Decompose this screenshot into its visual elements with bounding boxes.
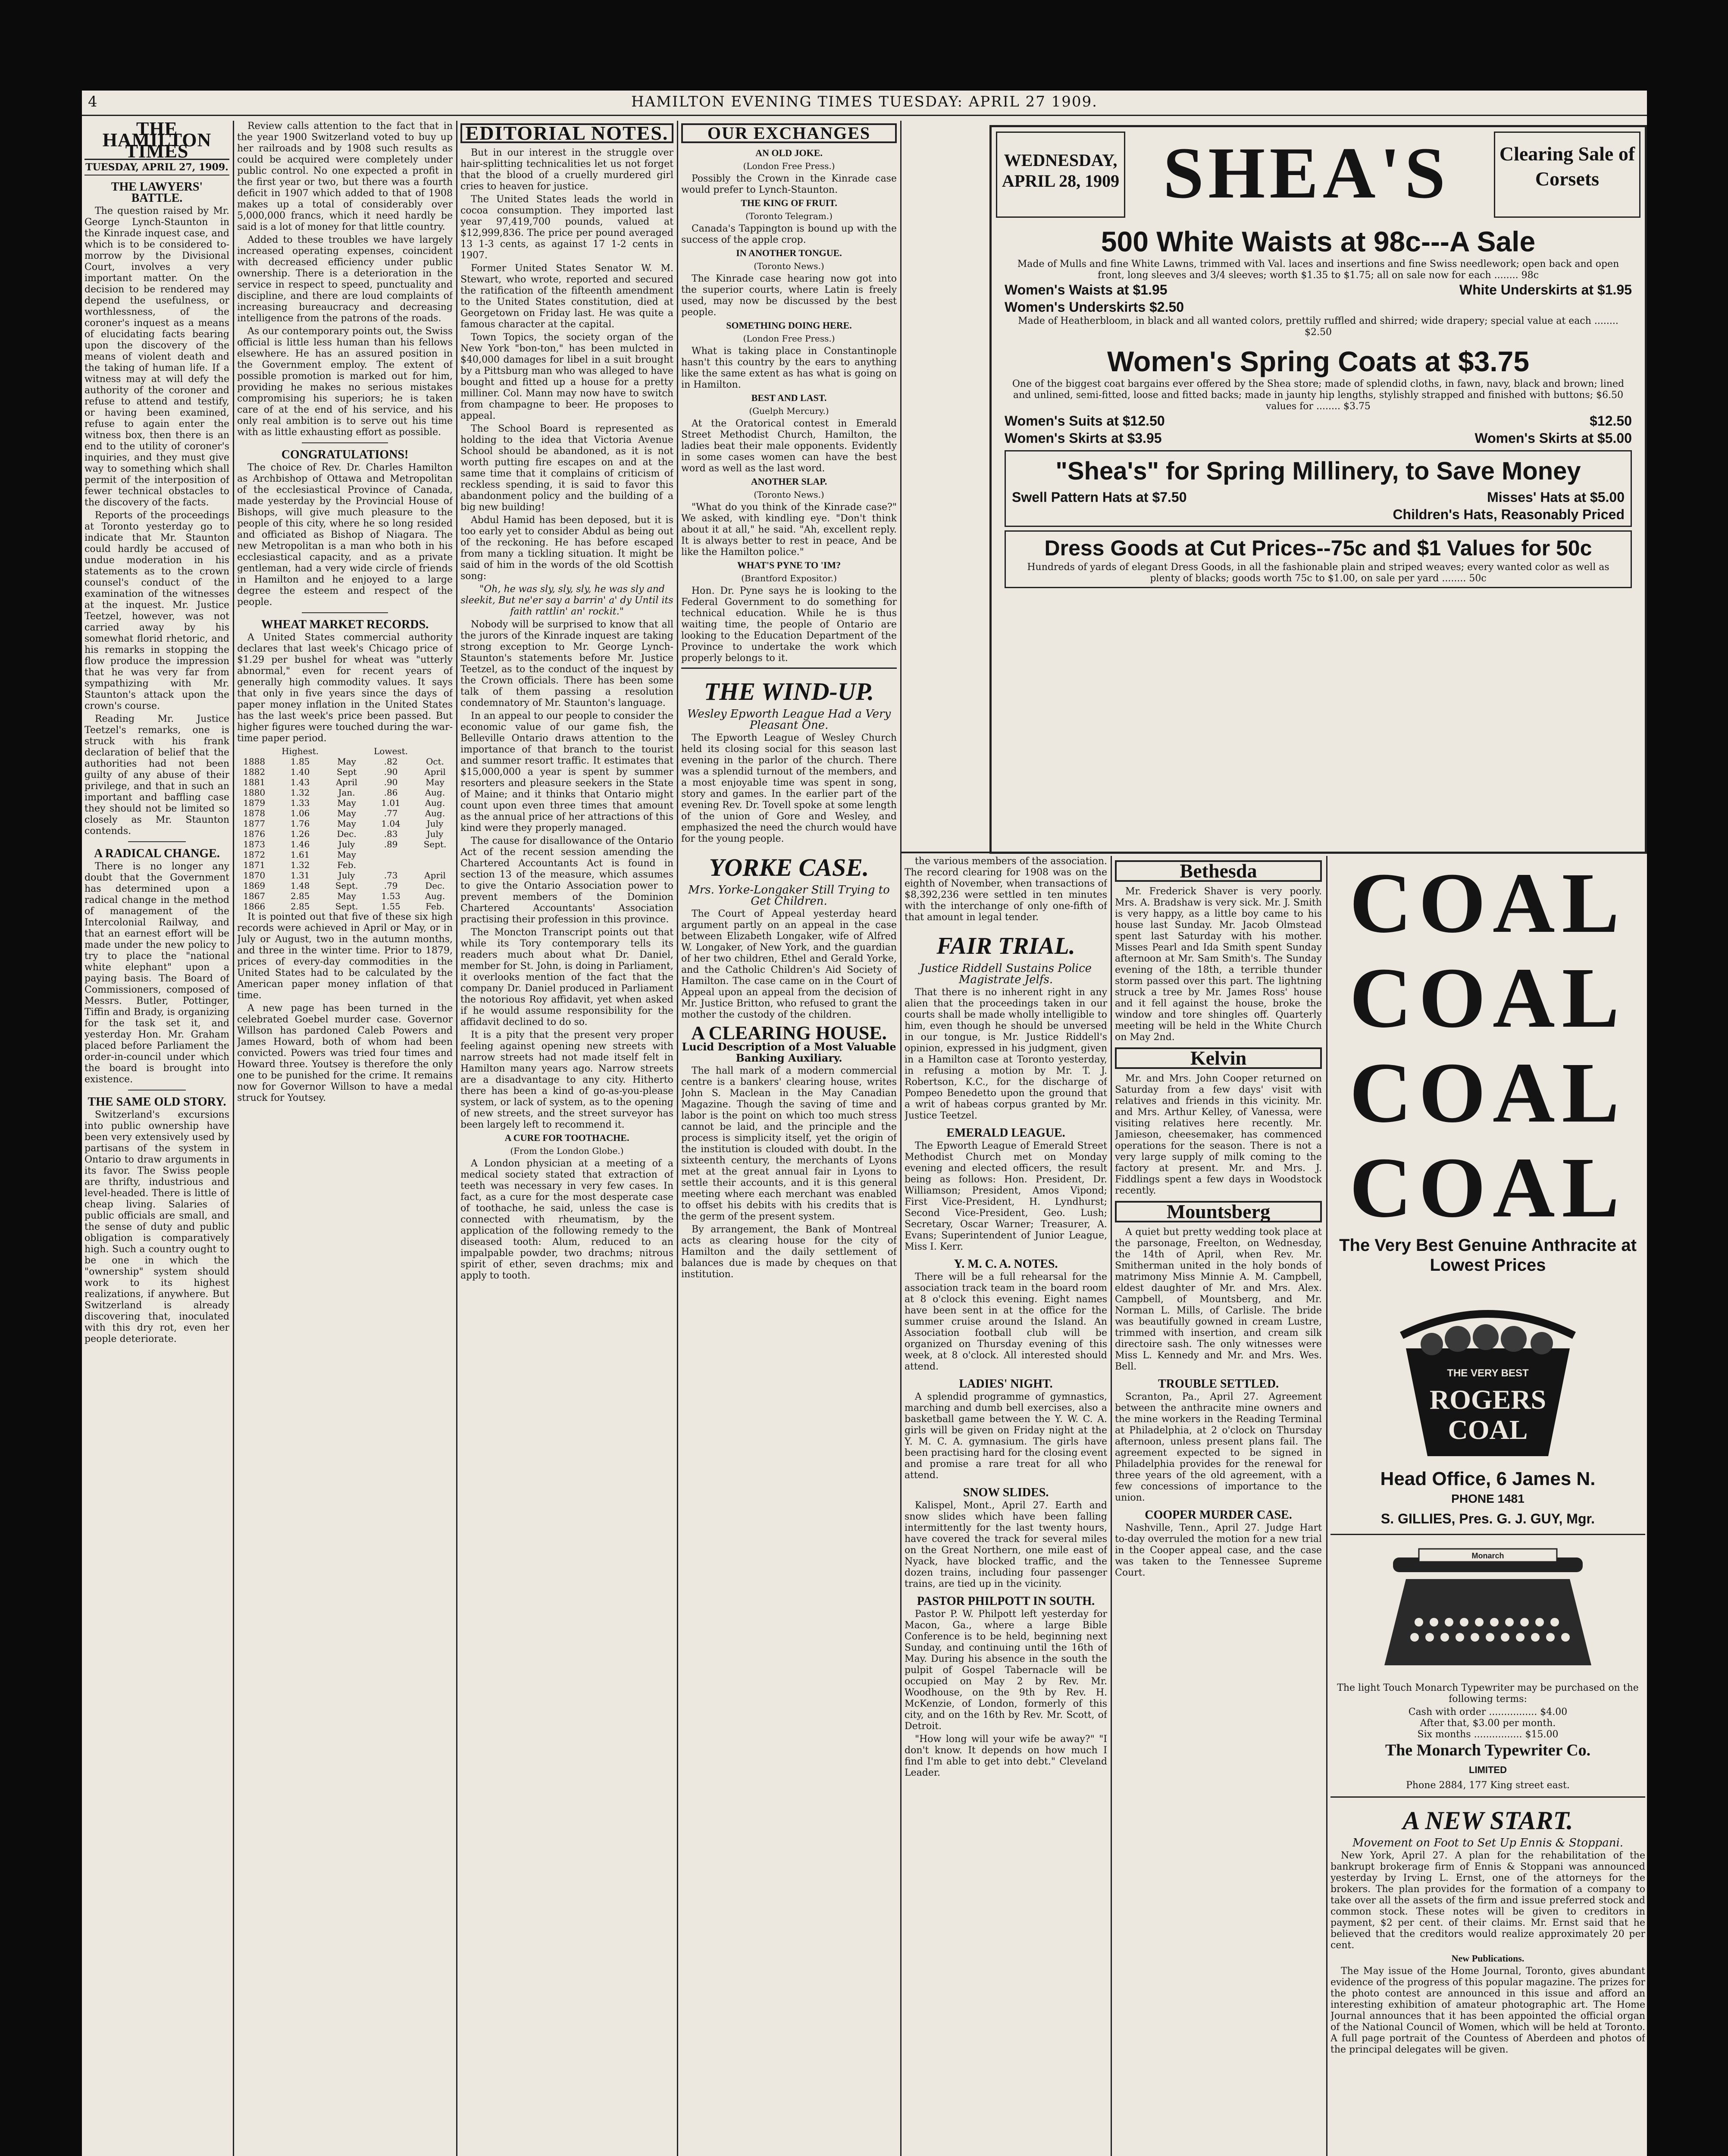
article-text: the various members of the association. The record clearing for 1908 was on the eighth of November, when transactions of $8,392,236 were settled in ten minutes with the interchange of only one-fifth of that amount in legal tender. [905,856,1107,923]
editorial-notes-heading: EDITORIAL NOTES. [460,123,673,143]
column-rule [677,121,678,2156]
table-cell: 1.33 [290,798,310,808]
phone-number: PHONE 1481 [1451,1492,1525,1505]
table-cell: 2.85 [290,901,310,912]
typewriter-label: Monarch [1471,1551,1504,1560]
table-cell [417,849,453,860]
ad-price-item: Women's Waists at $1.95 [1005,282,1168,298]
table-cell: 1.48 [290,881,310,891]
table-cell [364,860,417,870]
table-row [237,829,453,839]
headline-clearing-house: A CLEARING HOUSE. [691,1022,887,1044]
typewriter-text: The light Touch Monarch Typewriter may be purchased on the following terms: [1337,1683,1639,1705]
coal-tagline: The Very Best Genuine Anthracite at Lowest Prices [1339,1236,1637,1275]
table-cell: 2.85 [290,891,310,901]
table-cell: July [338,839,355,849]
article-text: It is pointed out that five of these six high records were achieved in April or May, or in July or August, two in the autumn months, and three in the winter time. Prior to 1879, prices of every-day commodities in the United States had to be calculated by the American paper money inflation of that time. [237,912,453,1001]
table-cell: July [426,829,444,839]
table-cell: 1878 [243,808,266,818]
article-text: By arrangement, the Bank of Montreal acts as clearing house for the city of Hamilton and the daily settlement of balances due is made by cheques on that institution. [681,1224,897,1280]
column-rule [900,121,902,2156]
basket-brand: ROGERS [1429,1384,1546,1415]
headline-trouble-settled: TROUBLE SETTLED. [1158,1377,1279,1391]
table-cell: 1.31 [290,870,310,881]
divider [302,442,388,443]
article-text: It is a pity that the present very proper feeling against opening new streets with narrow streets had not made itself felt in Hamilton many years ago. Narrow streets are a disadvantage to any city. Hitherto there has been a kind of go-as-you-please system, or lack of system, as to the opening of new streets, and the street surveyor has been largely left to recommend it. [460,1030,673,1130]
article-text: Reading Mr. Justice Teetzel's remarks, one is struck with his frank declaration of belief that the authorities had not been guilty of any abuse of their privilege, and that in such an important and baffling case they should not be limited so closely as Mr. Staunton contends. [85,714,229,837]
verse: "Oh, he was sly, sly, sly, he was sly and sleekit, But ne'er say a barrin' a' dy Until its faith rattlin' an' rockit." [460,584,673,617]
folio-title: HAMILTON EVENING TIMES TUESDAY: APRIL 27 1909. [631,93,1098,110]
table-cell: April [424,870,446,881]
exchange-headline: AN OLD JOKE. [755,147,823,158]
source-credit: (Brantford Expositor.) [741,573,837,583]
article-text: The cause for disallowance of the Ontario Act of the recent session amending the Chartered Accountants Act is found in section 13 of the measure, which assumes to give the Ontario Association power to prevent members of the Dominion Chartered Accountants' Association practising their profession in this province. [460,836,673,925]
ad-text: Made of Heatherbloom, in black and all wanted colors, prettily ruffled and shirred; wide drapery; special value at each ........ $2.50 [1018,316,1618,338]
store-name: SHEA'S [1163,132,1450,213]
article-text: A splendid programme of gymnastics, marching and dumb bell exercises, also a basketball game between the Y. W. C. A. girls will be given on Friday night at the Y. M. C. A. gymnasium. The girls have been practising hard for the closing event and promise a rare treat for all who attend. [905,1391,1107,1481]
table-cell: Feb. [426,901,445,912]
article-text: Reports of the proceedings at Toronto yesterday go to indicate that Mr. Staunton could hardly be accused of undue moderation in his statements as to the crown counsel's conduct of the examination of the witnesses at the inquest. Mr. Justice Teetzel, however, was not carried away by his somewhat florid rhetoric, and his remarks in stopping the flow produce the impression that he was very far from sympathizing with Mr. Staunton's attack upon the crown's course. [85,510,229,711]
table-cell: 1888 [243,756,266,767]
wheat-price-table [237,746,453,912]
table-cell: 1873 [243,839,266,849]
headline-congratulations: CONGRATULATIONS! [281,448,409,461]
table-cell: 1876 [243,829,266,839]
exchange-headline: SOMETHING DOING HERE. [726,320,852,331]
exchange-headline: ANOTHER SLAP. [751,476,827,487]
table-cell: 1.85 [290,756,310,767]
table-cell: 1.46 [290,839,310,849]
table-cell: 1869 [243,881,266,891]
headline-wheat-market: WHEAT MARKET RECORDS. [261,618,429,631]
column-rule [1326,856,1327,2156]
table-cell: Sept [336,767,357,777]
article-text: Kalispel, Mont., April 27. Earth and snow slides which have been falling intermittently for the last twenty hours, have covered the track for several miles on the Great Northern, one mile east of Nyack, have blocked traffic, and the dozen trains, including four passenger trains, are tied up in the vicinity. [905,1500,1107,1589]
article-text: Abdul Hamid has been deposed, but it is too early yet to consider Abdul as being out of the reckoning. He has before escaped from many a tickling situation. It might be said of him in the words of the old Scottish song: [460,515,673,582]
table-cell: 1.61 [290,849,310,860]
article-text: At the Oratorical contest in Emerald Street Methodist Church, Hamilton, the ladies beat their male opponents. Evidently in some cases women can have the best word as well as the last word. [681,418,897,474]
divider [681,667,897,669]
basket-tagline: THE VERY BEST [1447,1367,1529,1379]
table-cell: Oct. [426,756,444,767]
ad-price-item: Women's Underskirts $2.50 [1005,299,1184,315]
headline-new-start: A NEW START. [1402,1806,1573,1835]
table-cell: .73 [384,870,398,881]
table-cell: 1.40 [290,767,310,777]
corset-sale-box: Clearing Sale of Corsets [1494,132,1640,218]
table-cell: Jan. [338,787,355,798]
table-row [237,808,453,818]
ad-text: Made of Mulls and fine White Lawns, trimmed with Val. laces and insertions and fine Swiss needlework; open back and open front, long sleeves and 3/4 sleeves; worth $1.35 to $1.75; all on sale now for each ........ 98c [1017,259,1619,281]
ad-text: One of the biggest coat bargains ever offered by the Shea store; made of splendid cloths, in fawn, navy, black and brown; lined and unlined, semi-fitted, loose and fitted backs; made in jaunty hip lengths, stylishly strapped and finished with buttons; $6.50 values for ........ $3.75 [1012,379,1625,412]
ad-price-item: Misses' Hats at $5.00 [1487,489,1625,505]
subheadline: Movement on Foot to Set Up Ennis & Stoppani. [1352,1836,1624,1849]
table-header [237,746,271,756]
source-credit: (London Free Press.) [743,161,835,171]
column-rule [233,121,234,2156]
table-cell: May [337,891,356,901]
article-text: The Moncton Transcript points out that while its Tory contemporary tells its readers much about what Dr. Daniel, member for St. John, is doing in Parliament, it overlooks mention of the fact that the company Dr. Daniel produced in Parliament the notorious Roy affidavit, yet when asked if he would assume responsibility for the affidavit declined to do so. [460,927,673,1028]
article-text: Nobody will be surprised to know that all the jurors of the Kinrade inquest are taking strong exception to Mr. George Lynch-Staunton's statements before Mr. Justice Teetzel, as to the conduct of the inquest by the Crown officials. There has been some talk of them passing a resolution condemnatory of Mr. Staunton's language. [460,619,673,708]
typewriter-term: Cash with order ................ $4.00 [1408,1707,1568,1717]
table-cell: May [426,777,445,787]
article-text: "How long will your wife be away?" "I don't know. It depends on how much I find I'm able to get into debt." Cleveland Leader. [905,1734,1107,1778]
section-divider [900,852,1647,853]
table-row [237,756,453,767]
ad-price-row [1012,489,1625,506]
article-text: There will be a full rehearsal for the association track team in the board room at 8 o'clock this evening. Eight names have been sent in at the office for the summer cruise around the Island. An Association football club will be organized on Thursday evening of this week, at 8 o'clock. All interested should attend. [905,1272,1107,1372]
article-text: Mr. Frederick Shaver is very poorly. Mrs. A. Bradshaw is very sick. Mr. J. Smith is very happy, as a little boy came to his house last Sunday. Mr. Jacob Olmstead spent last Saturday with his mother. Misses Pearl and Ida Smith spent Sunday afternoon at Mr. Sam Smith's. The Sunday evening of the 18th, a terrible thunder storm passed over this part. The lightning struck a tree by Mr. James Ross' house and it fell against the house, broke the window and tore shingles off. Quarterly meeting will be held in the White Church on May 2nd. [1115,886,1322,1043]
table-cell: Dec. [337,829,357,839]
table-cell: 1879 [243,798,266,808]
article-text: The hall mark of a modern commercial centre is a bankers' clearing house, writes John S. Maclean in the May Canadian Magazine. Though the saving of time and labor is the point on which too much stress cannot be laid, and the principle and the process is simplicity itself, yet the origin of the institution is clouded with doubt. In the sixteenth century, the merchants of Lyons met at the great annual fair in Lyons to settle their accounts, and it is this general meeting where each merchant was enabled to offset his debits with his credits that is the germ of the present system. [681,1065,897,1222]
table-cell: May [337,849,356,860]
table-cell: Dec. [425,881,445,891]
table-cell: 1.06 [290,808,310,818]
table-cell: Aug. [425,787,445,798]
table-row [237,849,453,860]
table-cell: 1.76 [290,818,310,829]
table-cell: 1877 [243,818,266,829]
typewriter-limited: LIMITED [1469,1764,1507,1775]
sale-date-box [996,132,1125,218]
exchange-headline: THE KING OF FRUIT. [741,197,837,208]
table-cell: 1.32 [290,860,310,870]
ad-price-item: Swell Pattern Hats at $7.50 [1012,489,1187,505]
table-header [417,746,453,756]
table-cell: 1871 [243,860,266,870]
table-cell: 1.01 [381,798,401,808]
article-text: But in our interest in the struggle over hair-splitting technicalities let us not forget that the blood of a cruelly murdered girl cries to heaven for justice. [460,147,673,192]
ad-price-item: White Underskirts at $1.95 [1459,282,1632,298]
article-text: "What do you think of the Kinrade case?" We asked, with kindling eye. "Don't think about it at all," he said. "Ah, excellent reply. It is always better to rest in peace, And be like the Hamilton police." [681,502,897,558]
article-text: Former United States Senator W. M. Stewart, who wrote, reported and secured the ratification of the fifteenth amendment to the United States constitution, died at Georgetown on Friday last. He was quite a famous character at the capital. [460,263,673,330]
article-text: The Epworth League of Emerald Street Methodist Church met on Monday evening and elected officers, the result being as follows: Hon. President, Dr. Williamson; President, Amos Vipond; First Vice-President, H. Lyndhurst; Second Vice-President, Geo. Lush; Secretary, Oscar Warner; Treasurer, A. Evans; Superintendent of Junior League, Miss I. Kerr. [905,1141,1107,1252]
typewriter-icon [1367,1540,1609,1678]
headline-same-old-story: THE SAME OLD STORY. [88,1095,226,1109]
table-row [237,839,453,849]
table-cell: July [338,870,355,881]
headline-radical-change: A RADICAL CHANGE. [94,847,220,860]
divider [128,1090,186,1091]
article-text: Review calls attention to the fact that in the year 1900 Switzerland voted to buy up her railroads and by 1908 such results as could be acquired were completely under public control. No one expected a profit in the first year or two, but there was a fourth deficit in 1907 which added to that of 1908 makes up a total of considerably over 5,000,000 francs, which it need hardly be said is a lot of money for that little country. [237,121,453,232]
table-cell: Sept. [423,839,447,849]
headline-fair-trial: FAIR TRIAL. [936,933,1075,959]
heading-bethesda: Bethesda [1115,860,1322,882]
table-cell: 1.55 [381,901,401,912]
typewriter-term: After that, $3.00 per month. [1420,1718,1556,1729]
coal-word: COAL [1349,856,1626,951]
ad-price-item: Women's Skirts at $5.00 [1474,430,1632,446]
column-7 [1330,856,1645,2156]
source-credit: (Toronto News.) [754,489,824,500]
table-cell: April [424,767,446,777]
ad-body [1005,224,1632,847]
table-cell: 1880 [243,787,266,798]
newspaper-page [82,91,1647,2156]
table-cell [364,849,417,860]
subheadline: Mrs. Yorke-Longaker Still Trying to Get Children. [688,884,890,908]
sale-date: APRIL 28, 1909 [1002,171,1120,191]
table-header-row [237,746,453,756]
article-text: The May issue of the Home Journal, Toronto, gives abundant evidence of the progress of this popular magazine. The prizes for the photo contest are announced in this issue and afford an interesting exhibition of amateur photographic art. The Home Journal announces that it has been appointed the official organ of the National Council of Women, which will be held at Toronto. A full page portrait of the Countess of Aberdeen and photos of the principal delegates will be given. [1330,1966,1645,2055]
headline-lawyers-battle: THE LAWYERS' BATTLE. [111,180,203,205]
article-text: A new page has been turned in the celebrated Goebel murder case. Governor Willson has pardoned Caleb Powers and James Howard, both of whom had been convicted. Powers was tried four times and Howard three. Youtsey is therefore the only one to be punished for the crime. It remains now for Governor Willson to have a medal struck for Youtsey. [237,1003,453,1103]
headline-ymca-notes: Y. M. C. A. NOTES. [954,1257,1058,1271]
table-cell: 1.32 [290,787,310,798]
headline-pastor-philpott: PASTOR PHILPOTT IN SOUTH. [917,1595,1095,1608]
column-rule [456,121,457,2156]
coal-word: COAL [1349,1045,1626,1141]
page-folio [82,91,1647,116]
heading-mountsberg: Mountsberg [1115,1201,1322,1222]
page-number: 4 [88,93,98,110]
typewriter-term: Six months ................ $15.00 [1417,1729,1559,1740]
table-cell: 1867 [243,891,266,901]
table-cell: May [337,818,356,829]
article-text: Possibly the Crown in the Kinrade case would prefer to Lynch-Staunton. [681,173,897,195]
table-row [237,870,453,881]
article-text: What is taking place in Constantinople hasn't this country by the ears to anything like the same extent as has what is going on in Hamilton. [681,346,897,390]
table-cell: April [336,777,357,787]
headline-toothache: A CURE FOR TOOTHACHE. [504,1132,629,1143]
table-cell: 1.04 [381,818,401,829]
divider [302,612,388,613]
coal-word: COAL [1349,1140,1626,1235]
table-cell: 1872 [243,849,266,860]
source-credit: (Guelph Mercury.) [749,406,829,416]
table-cell: May [337,756,356,767]
table-row [237,860,453,870]
exchange-headline: BEST AND LAST. [751,392,827,403]
table-cell: .86 [384,787,398,798]
table-cell: 1866 [243,901,266,912]
dateline: TUESDAY, APRIL 27, 1909. [85,160,229,175]
article-text: Added to these troubles we have largely increased operating expenses, coincident with decreased efficiency under public ownership. There is a deterioration in the service in respect to speed, punctuality and discipline, and there are loud complaints of increasing bureaucracy and decreasing intelligence from the patrons of the roads. [237,235,453,324]
table-cell: Sept. [335,881,358,891]
column-3 [460,121,673,2156]
waists-headline: 500 White Waists at 98c---A Sale [1101,226,1536,257]
article-text: As our contemporary points out, the Swiss official is little less human than his fellows elsewhere. He has an assured position in the Government employ. The extent of possible promotion is marked out for him, providing he makes no serious mistakes compromising his superiors; he is taken care of at the end of his service, and his only real ambition is to serve out his time with as little exhausting effort as possible. [237,326,453,438]
masthead: THE HAMILTON TIMES [85,121,229,160]
table-cell: Aug. [425,891,445,901]
table-cell: 1882 [243,767,266,777]
ad-price-item: Children's Hats, Reasonably Priced [1393,507,1625,522]
table-cell: .82 [384,756,398,767]
table-cell: 1.53 [381,891,401,901]
company-officers: S. GILLIES, Pres. G. J. GUY, Mgr. [1381,1511,1595,1526]
article-text: In an appeal to our people to consider the economic value of our game fish, the Belleville Ontario draws attention to the importance of that branch to the tourist and summer resort traffic. It estimates that $15,000,000 a year is spent by summer resorters and pleasure seekers in the State of Maine; and it thinks that Ontario might count upon even three times that amount as the annual price of her attractions of this kind were they properly managed. [460,711,673,834]
table-cell: 1870 [243,870,266,881]
ad-price-item: Women's Skirts at $3.95 [1005,430,1162,446]
sale-weekday: WEDNESDAY, [1004,150,1118,170]
table-cell: Sept. [335,901,358,912]
ad-price-item: $12.50 [1590,413,1632,429]
coal-word: COAL [1349,950,1626,1046]
table-cell: .90 [384,767,398,777]
headline-snow-slides: SNOW SLIDES. [963,1486,1049,1499]
column-6 [1115,856,1322,2156]
article-text: Scranton, Pa., April 27. Agreement between the anthracite mine owners and the mine workers in the Reading Terminal at Philadelphia, at 2 o'clock on Thursday afternoon, unless present plans fail. The agreement expected to be signed in Philadelphia provides for the renewal for three years of the old agreement, with a few concessions of importance to the union. [1115,1391,1322,1503]
article-text: Nashville, Tenn., April 27. Judge Hart to-day overruled the motion for a new trial in the Cooper appeal case, and the case was taken to the Tennessee Supreme Court. [1115,1523,1322,1578]
headline-emerald-league: EMERALD LEAGUE. [946,1126,1065,1140]
article-text: New York, April 27. A plan for the rehabilitation of the bankrupt brokerage firm of Ennis & Stoppani was announced yesterday by Irving L. Ernst, one of the attorneys for the brokers. The plan provides for the formation of a company to take over all the assets of the firm and issue preferred stock and common stock. These notes will be given to creditors in payment, $2 per cent. of their claims. Mr. Ernst said that he believed that the creditors would realize approximately 20 per cent. [1330,1850,1645,1951]
head-office: Head Office, 6 James N. [1380,1468,1596,1489]
table-header: Highest. [282,746,319,756]
coal-basket-icon [1376,1284,1600,1465]
table-header [329,746,364,756]
article-text: The United States leads the world in cocoa consumption. They imported last year 97,419,700 pounds, valued at $12,999,836. The price per pound averaged 13 1-3 cents, as against 17 1-2 cents in 1907. [460,194,673,261]
basket-coal: COAL [1448,1414,1528,1445]
article-text: Hon. Dr. Pyne says he is looking to the Federal Government to do something for technical education. While he is thus waiting time, the people of Ontario are looking to the Education Department of the Province to undertake the work which properly belongs to it. [681,586,897,664]
article-text: That there is no inherent right in any alien that the proceedings taken in our courts shall be made wholly intelligible to him, even though he should be unversed in our tongue, is Mr. Justice Riddell's opinion, expressed in his judgment, given in a Hamilton case at Toronto yesterday, in refusing a motion by Mr. T. J. Robertson, K.C., for the discharge of Pompeo Benedetto upon the ground that a writ of habeas corpus granted by Mr. Justice Teetzel. [905,987,1107,1121]
table-row [237,787,453,798]
ad-price-row [1005,298,1632,316]
table-row [237,891,453,901]
ad-price-row [1005,281,1632,298]
table-cell: 1.26 [290,829,310,839]
column-5 [905,856,1107,2156]
table-cell [417,860,453,870]
headline-new-publications: New Publications. [1451,1953,1525,1964]
typewriter-company: The Monarch Typewriter Co. [1385,1741,1591,1759]
article-text: The Epworth League of Wesley Church held its closing social for this season last evening in the parlor of the church. There was a splendid turnout of the members, and a most enjoyable time was spent in song, story and games. In the earlier part of the evening Rev. Dr. Tovell spoke at some length of the union of Gore and Wesley, and emphasized the need the church would have for the young people. [681,733,897,844]
table-row [237,777,453,787]
source-credit: (From the London Globe.) [510,1146,624,1156]
article-text: The question raised by Mr. George Lynch-Staunton in the Kinrade inquest case, and which is to be considered to-morrow by the Divisional Court, involves a very important matter. On the decision to be rendered may depend the usefulness, or worthlessness, of the coroner's inquest as a means of elucidating facts bearing upon the discovery of the means of violent death and the taking of human life. If a witness may at will defy the authority of the coroner and refuse to attend and testify, or having been examined, refuse to again enter the witness box, then there is an end to the utility of coroner's inquiries, and they must give way to something which shall permit of the interposition of fewer technical obstacles to the discovery of the facts. [85,206,229,508]
table-cell: .89 [384,839,398,849]
article-text: Canada's Tappington is bound up with the success of the apple crop. [681,223,897,245]
table-cell: .77 [384,808,398,818]
column-2 [237,121,453,2156]
article-text: A United States commercial authority declares that last week's Chicago price of $1.29 per bushel for wheat was "utterly abnormal," even for recent years of generally high commodity values. It says that only in five years since the days of paper money inflation in the United States has the last week's price been passed. But higher figures were touched during the war-time paper period. [237,632,453,744]
ad-price-row [1005,412,1632,429]
article-text: Mr. and Mrs. John Cooper returned on Saturday from a few days' visit with relatives and friends in this vicinity. Mr. and Mrs. Arthur Kelley, of Vanessa, were visiting relatives here recently. Mr. Jamieson, cheesemaker, has commenced operations for the season. There is not a very large supply of milk coming to the factory at present. Mr. and Mrs. J. Fiddlings spent a few days in Woodstock recently. [1115,1073,1322,1196]
table-row [237,881,453,891]
table-cell: .90 [384,777,398,787]
article-text: Pastor P. W. Philpott left yesterday for Macon, Ga., where a large Bible Conference is to be held, beginning next Sunday, and continuing until the 16th of May. During his absence in the south the pulpit of Gospel Tabernacle will be occupied on May 2 by Rev. Mr. Woodhouse, on the 9th by Rev. H. McKenzie, of London, formerly of this city, and on the 16th by Rev. Mr. Scott, of Detroit. [905,1609,1107,1732]
subheadline: Lucid Description of a Most Valuable Banking Auxiliary. [682,1040,896,1064]
article-text: The choice of Rev. Dr. Charles Hamilton as Archbishop of Ottawa and Metropolitan of the ecclesiastical Province of Canada, made yesterday by the Provincial House of Bishops, will give much pleasure to the people of this city, where he so long resided and officiated as Bishop of Niagara. The new Metropolitan is a man who both in his ecclesiastical capacity, and as a private gentleman, had a very wide circle of friends in Hamilton and he enjoyed to a large degree the esteem and respect of the people. [237,462,453,608]
table-row [237,798,453,808]
ad-text: Hundreds of yards of elegant Dress Goods, in all the fashionable plain and striped weaves; every wanted color as well as plenty of blacks; goods worth 75c to $1.00, on sale per yard ........ 50c [1027,562,1609,584]
table-cell: May [337,808,356,818]
article-text: A London physician at a meeting of a medical society stated that extraction of teeth was necessary in very few cases. In fact, as a cure for the most desperate case of toothache, he said, unless the case is connected with rheumatism, by the application of the following remedy to the diseased tooth: Alum, reduced to an impalpable powder, two drachms; nitrous spirit of ether, seven drachms; mix and apply to tooth. [460,1158,673,1281]
table-cell: Aug. [425,798,445,808]
millinery-headline: "Shea's" for Spring Millinery, to Save Money [1055,457,1581,485]
source-credit: (Toronto News.) [754,261,824,271]
article-text: Town Topics, the society organ of the New York "bon-ton," has been mulcted in $40,000 damages for libel in a suit brought by a Pittsburg man who was alleged to have bought and fitted up a house for a pretty milliner. Col. Mann may now have to switch from champagne to beer. He proposes to appeal. [460,332,673,421]
divider [1330,1534,1645,1535]
table-cell: May [337,798,356,808]
millinery-box [1005,450,1632,527]
table-cell: 1.43 [290,777,310,787]
table-cell: Feb. [337,860,356,870]
subheadline: Wesley Epworth League Had a Very Pleasant One. [687,708,891,732]
article-text: Switzerland's excursions into public ownership have been very extensively used by partisans of the system in Ontario to draw arguments in its favor. The Swiss people are thrifty, industrious and level-headed. There is little of cheap living. Salaries of public officials are small, and the sense of duty and public obligation is comparatively high. Such a country ought to be one in which the "ownership" system should work to its highest realizations, if anywhere. But Switzerland is already discovering that, inoculated with this dry rot, even her people deteriorate. [85,1109,229,1344]
article-text: A quiet but pretty wedding took place at the parsonage, Freelton, on Wednesday, the 14th of April, when Rev. Mr. Smitherman united in the holy bonds of matrimony Miss Minnie A. M. Campbell, eldest daughter of Mr. and Mrs. Alex. Campbell, of Mountsberg, and Mr. Norman L. Mills, of Carlisle. The bride was beautifully gowned in cream Lustre, trimmed with insertion, and cream silk directoire sash. The only witnesses were Miss L. Kennedy and Mr. and Mrs. Wes. Bell. [1115,1227,1322,1372]
table-row [237,901,453,912]
typewriter-phone: Phone 2884, 177 King street east. [1406,1780,1570,1791]
article-text: The Kinrade case hearing now got into the superior courts, where Latin is freely used, may now be discussed by the best people. [681,273,897,318]
sheas-advertisement [989,125,1647,854]
table-row [237,818,453,829]
source-credit: (London Free Press.) [743,333,835,344]
article-text: There is no longer any doubt that the Government has determined upon a radical change in the method of management of the Intercolonial Railway, and that an earnest effort will be made under the new policy to try to place the "national white elephant" upon a paying basis. The Board of Commissioners, composed of Messrs. Butler, Pottinger, Tiffin and Brady, is organizing for the task set it, and yesterday Hon. Mr. Graham placed before Parliament the order-in-council under which the board is brought into existence. [85,861,229,1085]
table-cell: .79 [384,881,398,891]
column-1 [85,121,229,2156]
exchange-headline: WHAT'S PYNE TO 'IM? [737,560,841,570]
ad-price-row [1005,429,1632,447]
headline-wind-up: THE WIND-UP. [704,677,874,705]
table-cell: July [426,818,444,829]
subheadline: Justice Riddell Sustains Police Magistrate Jelfs. [920,962,1092,986]
ad-price-row [1012,506,1625,523]
column-4 [681,121,897,2156]
dress-goods-box [1005,530,1632,588]
headline-ladies-night: LADIES' NIGHT. [959,1377,1053,1391]
source-credit: (Toronto Telegram.) [745,211,833,221]
table-cell: 1881 [243,777,266,787]
dress-goods-headline: Dress Goods at Cut Prices--75c and $1 Values for 50c [1044,536,1592,560]
article-text: The Court of Appeal yesterday heard argument partly on an appeal in the case between Elizabeth Longaker, wife of Alfred W. Longaker, of New York, and the guardian of her two children, Ethel and Gerald Yorke, and the Catholic Children's Aid Society of Hamilton. The case came on in the Court of Appeal upon an appeal from the decision of Mr. Justice Britton, who refused to grant the mother the custody of the children. [681,909,897,1020]
table-header: Lowest. [374,746,408,756]
column-rule [1111,856,1112,2156]
coats-headline: Women's Spring Coats at $3.75 [1107,345,1530,377]
divider [128,841,186,842]
headline-cooper-murder: COOPER MURDER CASE. [1145,1508,1292,1522]
our-exchanges-heading: OUR EXCHANGES [681,123,897,143]
table-row [237,767,453,777]
divider [1330,1796,1645,1798]
heading-kelvin: Kelvin [1115,1047,1322,1069]
article-text: The School Board is represented as holding to the idea that Victoria Avenue School should be abandoned, as it is not worth putting fire escapes on and at the same time that it complains of criticism of reckless spending, it is said to favor this abandonment policy and the building of a big new building! [460,423,673,513]
table-body [237,756,453,912]
table-cell: Aug. [425,808,445,818]
ad-price-item: Women's Suits at $12.50 [1005,413,1165,429]
headline-yorke-case: YORKE CASE. [709,853,869,881]
table-cell: .83 [384,829,398,839]
exchange-headline: IN ANOTHER TONGUE. [736,248,842,258]
